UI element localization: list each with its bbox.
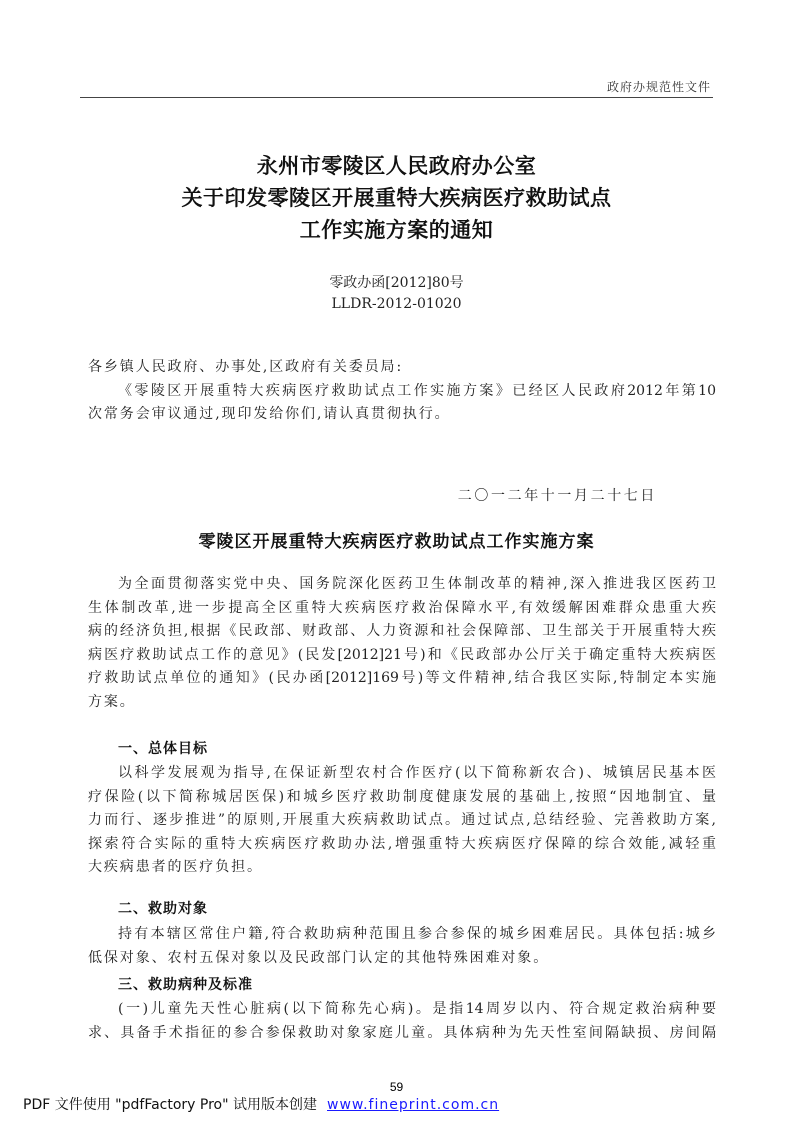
section-heading-targets: 二、救助对象 [118,901,208,917]
intro-line: 疗救助试点单位的通知》(民办函[2012]169号)等文件精神,结合我区实际,特制定本实施 [88,670,716,687]
salutation: 各乡镇人民政府、办事处,区政府有关委员局: [88,359,404,375]
intro-line: 病医疗救助试点工作的意见》(民发[2012]21号)和《民政部办公厅关于确定重特大疾病医 [88,646,716,663]
section-line: (一)儿童先天性心脏病(以下简称先心病)。是指14周岁以内、符合规定救治病种要 [118,1001,716,1017]
header-label: 政府办规范性文件 [606,80,711,94]
section-line: 大疾病患者的医疗负担。 [88,859,263,876]
document-code: LLDR-2012-01020 [331,296,462,312]
section-line: 持有本辖区常住户籍,符合救助病种范围且参合参保的城乡困难居民。具体包括:城乡 [118,926,716,942]
notice-body [88,356,716,427]
issue-date: 二〇一二年十一月二十七日 [457,488,657,504]
section-line: 求、具备手术指征的参合参保救助对象家庭儿童。具体病种为先天性室间隔缺损、房间隔 [88,1024,716,1041]
footer-text: PDF 文件使用 "pdfFactory Pro" 试用版本创建 [23,1097,318,1113]
section-line: 疗保险(以下简称城居医保)和城乡医疗救助制度健康发展的基础上,按照“因地制宜、量 [88,788,716,805]
title-line-1: 永州市零陵区人民政府办公室 [256,154,537,178]
notice-line: 次常务会审议通过,现印发给你们,请认真贯彻执行。 [88,406,451,423]
intro-line: 为全面贯彻落实党中央、国务院深化医药卫生体制改革的精神,深入推进我区医药卫 [118,576,716,592]
section-heading-goals: 一、总体目标 [118,741,208,757]
intro-line: 生体制改革,进一步提高全区重特大疾病医疗救治保障水平,有效缓解困难群众患重大疾 [88,599,716,616]
section-body-targets [88,923,716,970]
title-line-3: 工作实施方案的通知 [299,218,494,242]
pdf-footer [23,1094,499,1114]
footer-link[interactable]: www.fineprint.com.cn [327,1097,500,1113]
header-rule [80,97,713,98]
plan-heading: 零陵区开展重特大疾病医疗救助试点工作实施方案 [198,532,595,552]
section-line: 低保对象、农村五保对象以及民政部门认定的其他特殊困难对象。 [88,949,550,966]
document-reference-number: 零政办函[2012]80号 [329,275,464,291]
section-body-goals [88,762,716,880]
notice-line: 《零陵区开展重特大疾病医疗救助试点工作实施方案》已经区人民政府2012年第10 [118,382,716,399]
intro-line: 病的经济负担,根据《民政部、财政部、人力资源和社会保障部、卫生部关于开展重特大疾 [88,623,716,640]
section-body-diseases [88,998,716,1045]
plan-intro [88,573,716,715]
page-number: 59 [389,1080,404,1094]
section-heading-diseases: 三、救助病种及标准 [118,977,253,993]
section-line: 力而行、逐步推进”的原则,开展重大疾病救助试点。通过试点,总结经验、完善救助方案, [88,812,716,829]
title-line-2: 关于印发零陵区开展重特大疾病医疗救助试点 [181,186,612,210]
intro-line: 方案。 [88,693,136,710]
section-line: 以科学发展观为指导,在保证新型农村合作医疗(以下简称新农合)、城镇居民基本医 [118,765,716,781]
section-line: 探索符合实际的重特大疾病医疗救助办法,增强重特大疾病医疗保障的综合效能,减轻重 [88,835,716,852]
